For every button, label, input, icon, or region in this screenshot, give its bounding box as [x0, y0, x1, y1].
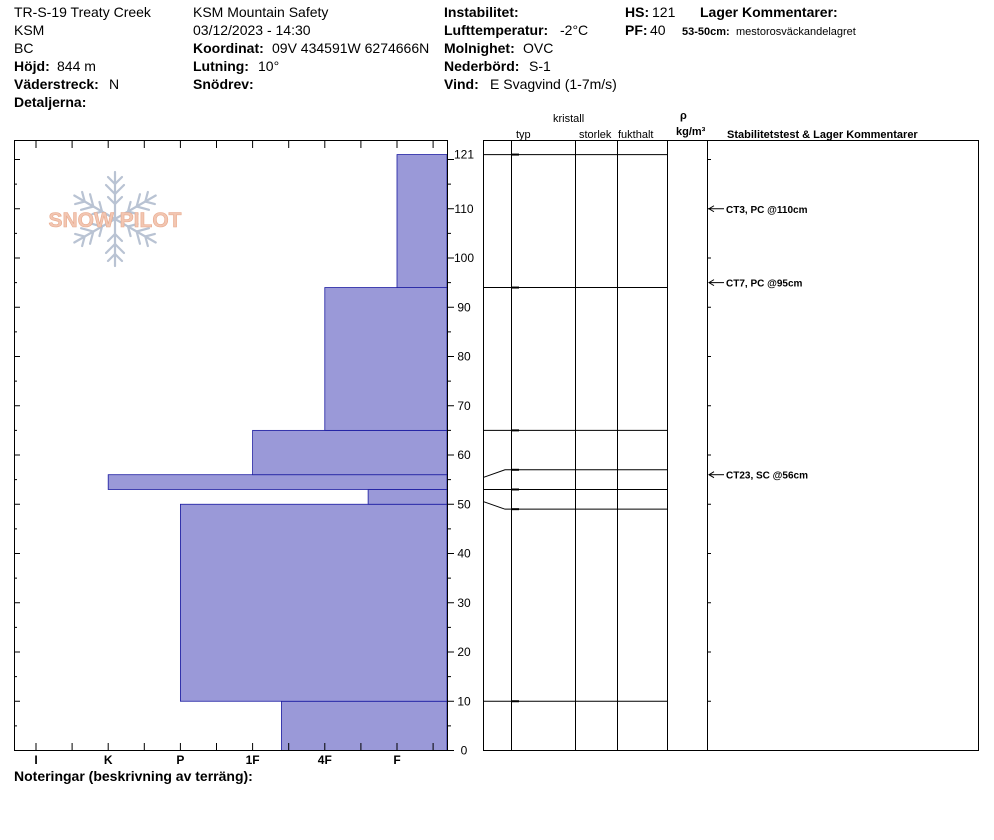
layer-comment-text: mestorosväckandelagret: [736, 26, 856, 38]
hs-value: 121: [652, 4, 676, 20]
elevation-value: 844 m: [57, 58, 96, 74]
type-header: typ: [516, 129, 531, 141]
density-unit: kg/m³: [676, 126, 706, 138]
sky-value: OVC: [523, 40, 554, 56]
rho-symbol: ρ: [680, 110, 687, 122]
height-tick-label: 70: [457, 398, 471, 413]
height-tick-label: 30: [457, 595, 471, 610]
hardness-bar: [281, 701, 447, 750]
observer: KSM Mountain Safety: [193, 4, 329, 20]
precip-label: Nederbörd:: [444, 58, 520, 74]
stability-test-label: CT23, SC @56cm: [726, 470, 809, 482]
height-tick-label: 100: [453, 251, 475, 265]
drift-label: Snödrev:: [193, 76, 254, 92]
hardness-bar: [108, 475, 447, 490]
height-tick-label: 60: [457, 448, 471, 462]
hardness-scale-label: F: [393, 753, 401, 767]
stability-test-label: CT7, PC @95cm: [726, 278, 803, 290]
aspect-value: N: [109, 76, 120, 92]
slope-label: Lutning:: [193, 58, 249, 74]
hardness-bar: [253, 430, 447, 474]
hardness-scale-label: 4F: [317, 753, 332, 767]
pf-label: PF:: [625, 22, 648, 38]
logo-text: SNOW PILOT: [48, 209, 182, 232]
site-name: TR-S-19 Treaty Creek: [14, 4, 151, 20]
layer-comments-label: Lager Kommentarer:: [700, 4, 838, 20]
hardness-bar: [397, 155, 447, 288]
elevation-label: Höjd:: [14, 58, 50, 74]
pf-value: 40: [650, 22, 666, 38]
sky-label: Molnighet:: [444, 40, 515, 56]
layer-connector: [484, 502, 511, 509]
height-tick-label: 0: [460, 743, 468, 758]
size-header: storlek: [579, 129, 612, 141]
height-tick-label: 90: [457, 300, 471, 315]
moisture-header: fukthalt: [618, 129, 654, 141]
wind-label: Vind:: [444, 76, 479, 92]
precip-value: S-1: [529, 58, 551, 74]
stability-header: Stabilitetstest & Lager Kommentarer: [727, 129, 918, 141]
region: BC: [14, 40, 34, 56]
coord-value: 09V 434591W 6274666N: [272, 40, 430, 56]
hardness-bar: [368, 489, 447, 504]
slope-value: 10°: [258, 58, 280, 74]
hardness-scale-label: 1F: [245, 753, 260, 767]
crystal-header: kristall: [553, 113, 585, 125]
hs-label: HS:: [625, 4, 650, 20]
layer-connector: [484, 470, 511, 477]
stability-test-label: CT3, PC @110cm: [726, 204, 808, 216]
hardness-scale-label: P: [176, 753, 185, 767]
height-tick-label: 40: [457, 546, 471, 561]
height-tick-label: 121: [453, 147, 475, 162]
wind-value: E Svagvind (1-7m/s): [490, 76, 617, 92]
notes-label: Noteringar (beskrivning av terräng):: [14, 768, 253, 784]
hardness-bar: [325, 288, 447, 431]
datetime: 03/12/2023 - 14:30: [193, 22, 311, 38]
aspect-label: Väderstreck:: [14, 76, 99, 92]
coord-label: Koordinat:: [193, 40, 264, 56]
airtemp-label: Lufttemperatur:: [444, 22, 549, 38]
height-tick-label: 20: [457, 645, 471, 659]
layer-comment-range: 53-50cm:: [682, 26, 730, 38]
layer-grid-frame: [484, 141, 979, 751]
hardness-bar: [180, 504, 447, 701]
org-short: KSM: [14, 22, 45, 38]
airtemp-value: -2°C: [560, 22, 589, 38]
instability-label: Instabilitet:: [444, 4, 519, 20]
hardness-scale-label: K: [103, 753, 113, 767]
height-tick-label: 10: [457, 694, 471, 709]
height-tick-label: 80: [457, 349, 471, 364]
details-label: Detaljerna:: [14, 94, 87, 110]
height-tick-label: 110: [454, 201, 474, 216]
hardness-scale-label: I: [34, 753, 38, 767]
height-tick-label: 50: [457, 497, 471, 512]
